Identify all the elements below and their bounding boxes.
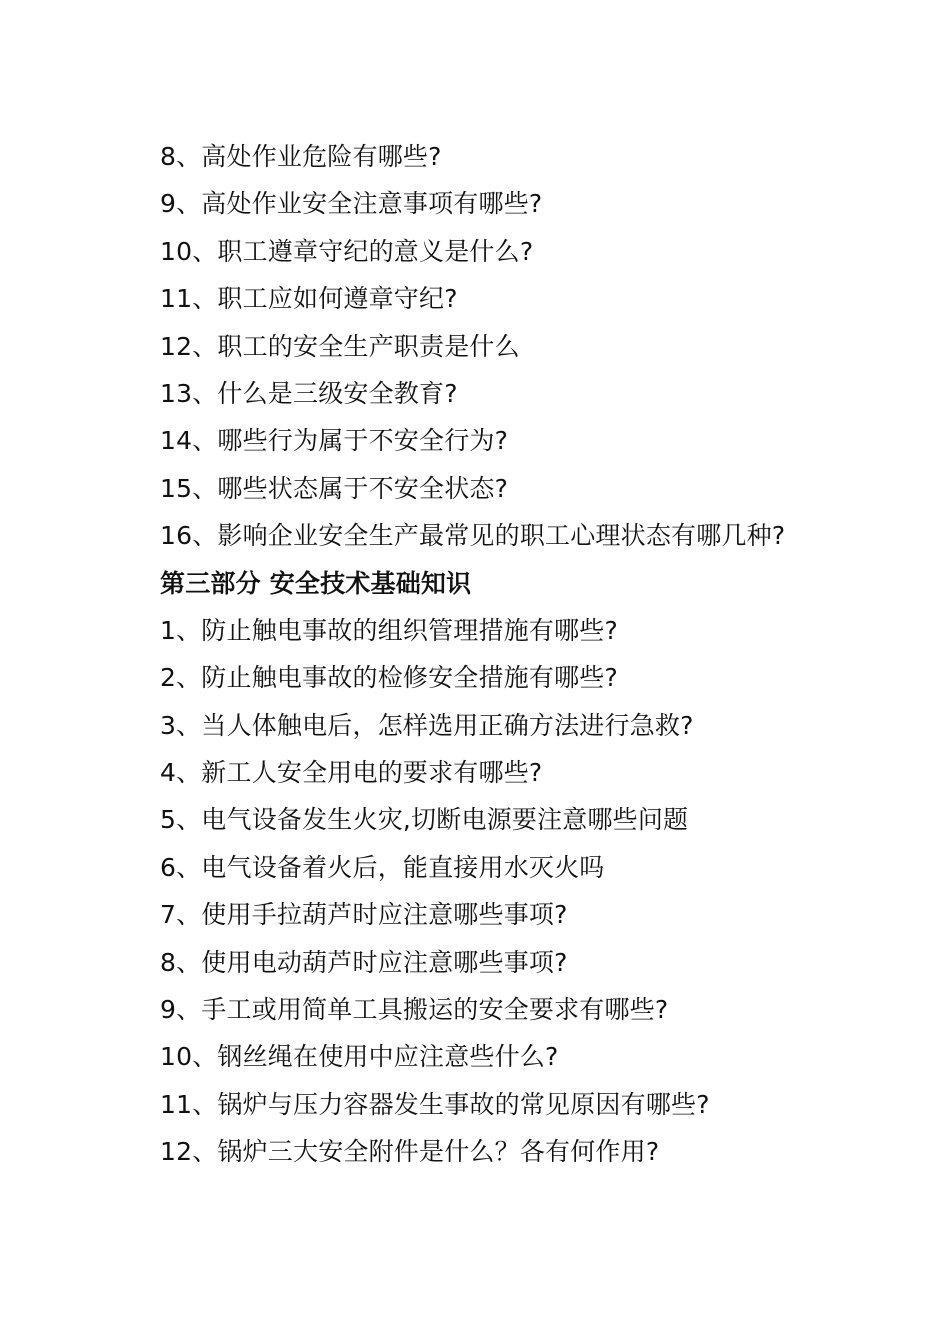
question-line: 4、新工人安全用电的要求有哪些? (160, 758, 543, 788)
question-line: 15、哪些状态属于不安全状态? (160, 473, 509, 503)
question-line: 13、什么是三级安全教育? (160, 378, 458, 408)
question-line: 11、职工应如何遵章守纪? (160, 284, 458, 314)
question-line: 8、高处作业危险有哪些? (160, 142, 442, 171)
question-line: 1、防止触电事故的组织管理措施有哪些? (160, 615, 618, 645)
question-line: 8、使用电动葫芦时应注意哪些事项? (160, 947, 568, 977)
question-line: 9、手工或用简单工具搬运的安全要求有哪些? (160, 995, 669, 1025)
question-line: 11、锅炉与压力容器发生事故的常见原因有哪些? (160, 1089, 710, 1119)
question-line: 16、影响企业安全生产最常见的职工心理状态有哪几种? (160, 521, 786, 551)
question-line: 10、钢丝绳在使用中应注意些什么? (160, 1042, 559, 1072)
question-line: 2、防止触电事故的检修安全措施有哪些? (160, 663, 618, 693)
section-heading: 第三部分 安全技术基础知识 (160, 568, 472, 598)
question-line: 12、锅炉三大安全附件是什么？各有何作用? (160, 1137, 660, 1167)
question-line: 14、哪些行为属于不安全行为? (160, 426, 509, 456)
question-list (160, 133, 880, 1176)
question-line: 9、高处作业安全注意事项有哪些? (160, 189, 543, 219)
question-line: 7、使用手拉葫芦时应注意哪些事项? (160, 900, 568, 930)
question-line: 12、职工的安全生产职责是什么 (160, 331, 520, 361)
question-line: 5、电气设备发生火灾,切断电源要注意哪些问题 (160, 805, 689, 835)
question-line: 3、当人体触电后，怎样选用正确方法进行急救? (160, 710, 694, 740)
question-line: 10、职工遵章守纪的意义是什么? (160, 236, 534, 266)
question-line: 6、电气设备着火后，能直接用水灭火吗 (160, 852, 605, 882)
